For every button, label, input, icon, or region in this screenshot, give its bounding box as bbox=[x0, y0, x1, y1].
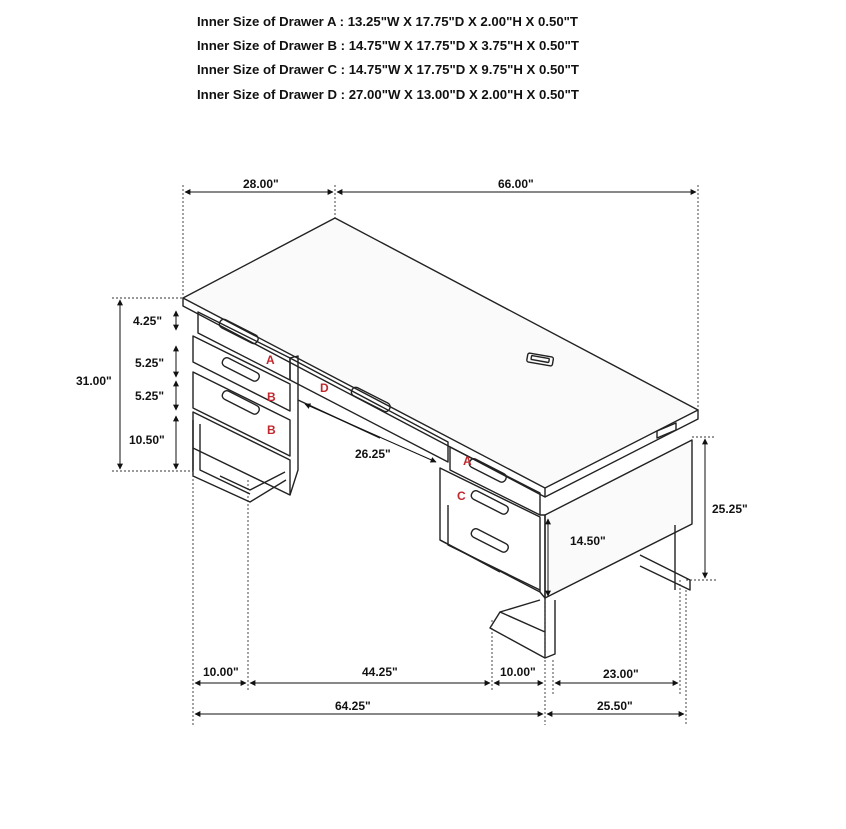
drawer-spec-b: Inner Size of Drawer B : 14.75"W X 17.75"D X 3.75"H X 0.50"T bbox=[197, 38, 579, 54]
label-drawer-c: C bbox=[457, 489, 466, 503]
dim-lower-height: 10.50" bbox=[129, 433, 165, 447]
dim-overall-width: 64.25" bbox=[335, 699, 371, 713]
dim-overall-depth: 25.50" bbox=[597, 699, 633, 713]
drawer-spec-d: Inner Size of Drawer D : 27.00"W X 13.00"D X 2.00"H X 0.50"T bbox=[197, 86, 579, 102]
dim-leg-left: 10.00" bbox=[203, 665, 239, 679]
dim-knee-width: 26.25" bbox=[355, 447, 391, 461]
left-drawer-b1 bbox=[193, 372, 290, 456]
desk-illustration bbox=[183, 218, 698, 658]
label-drawer-a-left: A bbox=[266, 353, 275, 367]
desktop-top bbox=[183, 218, 698, 488]
dim-knee-space: 44.25" bbox=[362, 665, 398, 679]
dim-side-depth: 23.00" bbox=[603, 667, 639, 681]
dim-right-drawer-height: 14.50" bbox=[570, 534, 606, 548]
label-drawer-a-right: A bbox=[463, 454, 472, 468]
dim-depth-top: 28.00" bbox=[243, 177, 279, 191]
dim-overall-height: 31.00" bbox=[76, 374, 112, 388]
dim-drawer-a-height: 4.25" bbox=[133, 314, 163, 328]
dim-drawer-b2-height: 5.25" bbox=[135, 389, 165, 403]
dim-drawer-b1-height: 5.25" bbox=[135, 356, 165, 370]
dim-leg-right: 10.00" bbox=[500, 665, 536, 679]
drawer-spec-a: Inner Size of Drawer A : 13.25"W X 17.75"D X 2.00"H X 0.50"T bbox=[197, 14, 578, 29]
dim-right-pedestal-height: 25.25" bbox=[712, 502, 748, 516]
label-drawer-b-lower: B bbox=[267, 423, 276, 437]
label-drawer-b-upper: B bbox=[267, 390, 276, 404]
drawer-spec-c: Inner Size of Drawer C : 14.75"W X 17.75"D X 9.75"H X 0.50"T bbox=[197, 62, 579, 78]
label-drawer-d: D bbox=[320, 381, 329, 395]
dim-width-top: 66.00" bbox=[498, 177, 534, 191]
